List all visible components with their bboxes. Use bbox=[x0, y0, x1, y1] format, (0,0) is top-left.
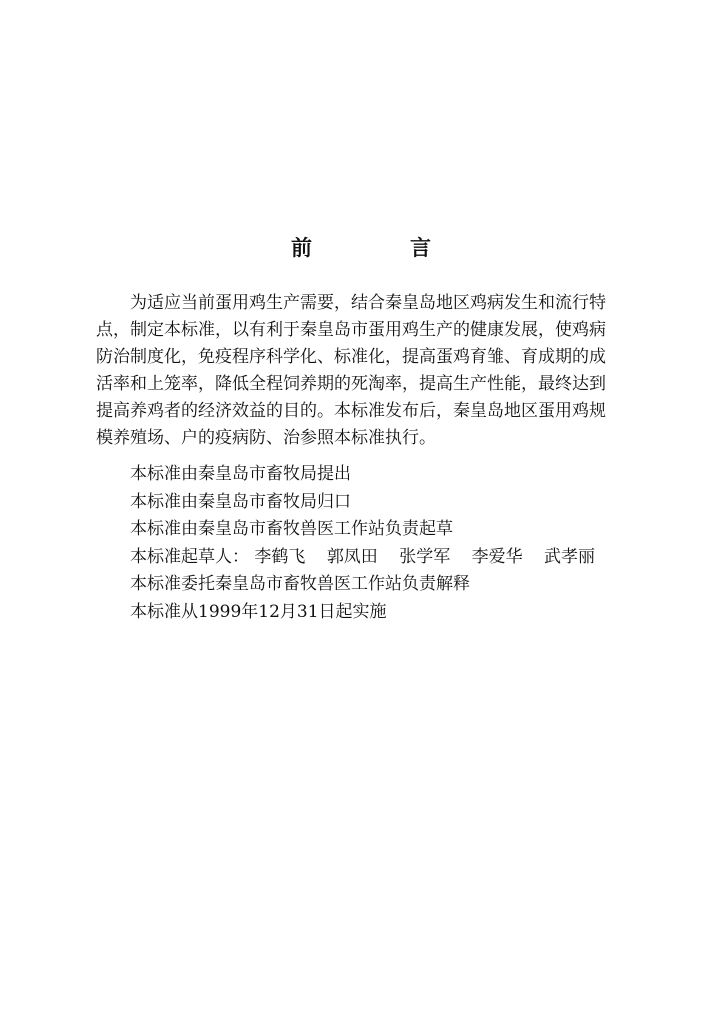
intro-paragraph bbox=[96, 290, 616, 452]
intro-line: 点，制定本标准，以有利于秦皇岛市蛋用鸡生产的健康发展，使鸡病 bbox=[96, 320, 606, 340]
statement-drafting-unit: 本标准由秦皇岛市畜牧兽医工作站负责起草 bbox=[130, 519, 453, 539]
statement-effective-date: 本标准从1999年12月31日起实施 bbox=[130, 601, 387, 622]
page-title bbox=[0, 232, 724, 262]
statement-proposer: 本标准由秦皇岛市畜牧局提出 bbox=[130, 464, 351, 484]
drafter-name: 郭凤田 bbox=[326, 546, 378, 567]
statement-administrator: 本标准由秦皇岛市畜牧局归口 bbox=[130, 491, 351, 512]
statement-interpretation: 本标准委托秦皇岛市畜牧兽医工作站负责解释 bbox=[130, 574, 470, 594]
drafter-name: 张学军 bbox=[399, 546, 451, 567]
standard-info-list bbox=[130, 461, 650, 626]
intro-line: 活率和上笼率，降低全程饲养期的死淘率，提高生产性能，最终达到 bbox=[96, 374, 606, 394]
statement-drafters bbox=[130, 544, 650, 572]
drafters-label: 本标准起草人： bbox=[130, 546, 249, 567]
intro-line: 为适应当前蛋用鸡生产需要，结合秦皇岛地区鸡病发生和流行特 bbox=[130, 293, 606, 313]
intro-line: 模养殖场、户的疫病防、治参照本标准执行。 bbox=[96, 428, 436, 448]
drafter-name: 李爱华 bbox=[471, 546, 523, 567]
intro-line: 防治制度化，免疫程序科学化、标准化，提高蛋鸡育雏、育成期的成 bbox=[96, 347, 606, 367]
title-char-right: 言 bbox=[410, 235, 433, 260]
intro-line: 提高养鸡者的经济效益的目的。本标准发布后，秦皇岛地区蛋用鸡规 bbox=[96, 401, 606, 421]
drafter-name: 李鹤飞 bbox=[254, 546, 306, 567]
title-char-left: 前 bbox=[291, 235, 314, 260]
drafter-name: 武孝丽 bbox=[544, 546, 596, 567]
